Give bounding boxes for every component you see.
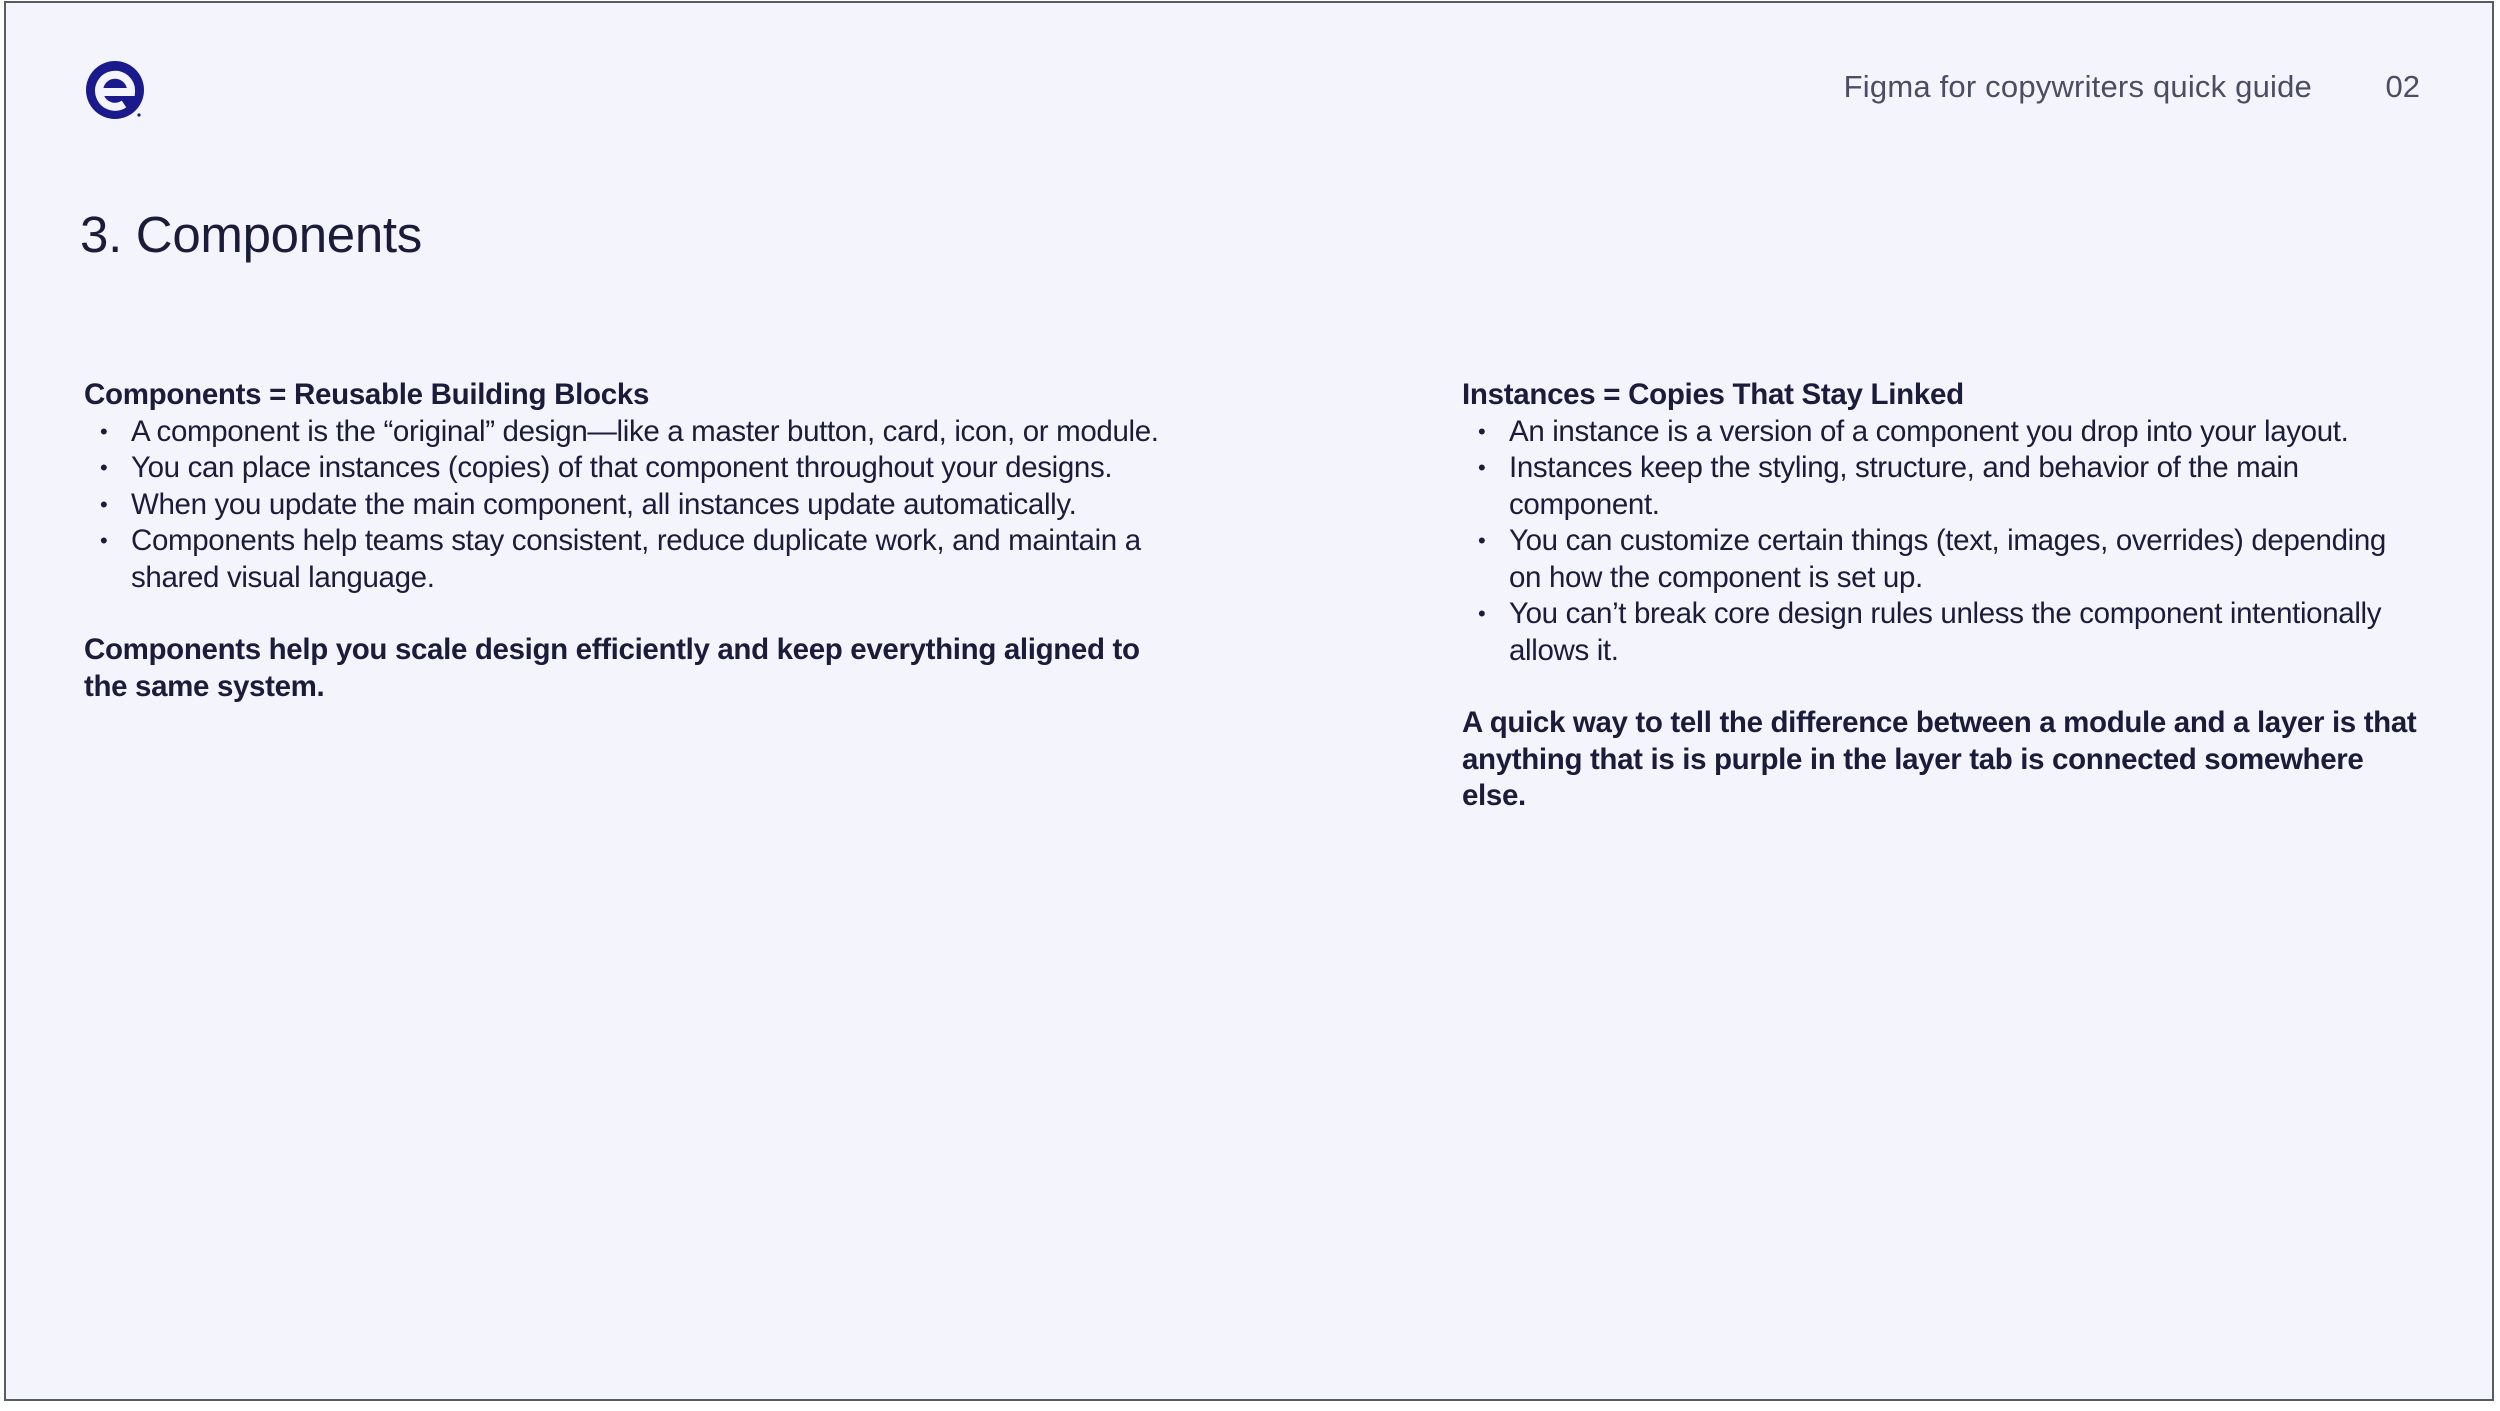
- instances-heading: Instances = Copies That Stay Linked: [1462, 378, 1964, 411]
- list-item: [84, 414, 1184, 451]
- bullet-icon: •: [1478, 418, 1486, 444]
- list-item-text: Components help teams stay consistent, reduce duplicate work, and maintain a shared visual language.: [131, 524, 1141, 594]
- list-item-text: When you update the main component, all instances update automatically.: [131, 487, 1077, 521]
- list-item-text: An instance is a version of a component you drop into your layout.: [1509, 414, 2349, 448]
- list-item: [1462, 414, 2422, 451]
- components-summary: Components help you scale design efficiently and keep everything aligned to the same system.: [84, 633, 1140, 703]
- list-item: [1462, 450, 2422, 523]
- instances-section: [1462, 377, 2422, 815]
- bullet-icon: •: [100, 528, 108, 553]
- bullet-icon: •: [1478, 455, 1486, 480]
- page-title: 3. Components: [80, 206, 422, 263]
- list-item-text: You can place instances (copies) of that component throughout your designs.: [131, 451, 1113, 484]
- bullet-icon: •: [1478, 601, 1486, 626]
- components-bullet-list: [84, 414, 1184, 597]
- components-section: [84, 377, 1184, 705]
- list-item: [84, 523, 1184, 596]
- list-item: [1462, 523, 2422, 596]
- instances-summary: A quick way to tell the difference between a module and a layer is that anything that is is purple in the layer tab is connected somewhere else.: [1462, 706, 2417, 812]
- list-item: [84, 450, 1184, 487]
- list-item-text: Instances keep the styling, structure, and behavior of the main component.: [1509, 451, 2299, 521]
- bullet-icon: •: [100, 418, 108, 444]
- slide: [4, 1, 2494, 1401]
- guide-title: Figma for copywriters quick guide: [1843, 69, 2312, 104]
- list-item: [1462, 596, 2422, 669]
- bullet-icon: •: [100, 455, 108, 480]
- components-heading: Components = Reusable Building Blocks: [84, 378, 650, 411]
- list-item-text: You can customize certain things (text, images, overrides) depending on how the component is set up.: [1509, 524, 2386, 594]
- bullet-icon: •: [100, 491, 108, 517]
- page-number: 02: [2385, 69, 2420, 104]
- instances-bullet-list: [1462, 414, 2422, 670]
- list-item: [84, 487, 1184, 524]
- list-item-text: You can’t break core design rules unless the component intentionally allows it.: [1509, 597, 2382, 667]
- brand-e-logo-icon: [84, 59, 146, 121]
- list-item-text: A component is the “original” design—like a master button, card, icon, or module.: [131, 414, 1159, 448]
- bullet-icon: •: [1478, 528, 1486, 553]
